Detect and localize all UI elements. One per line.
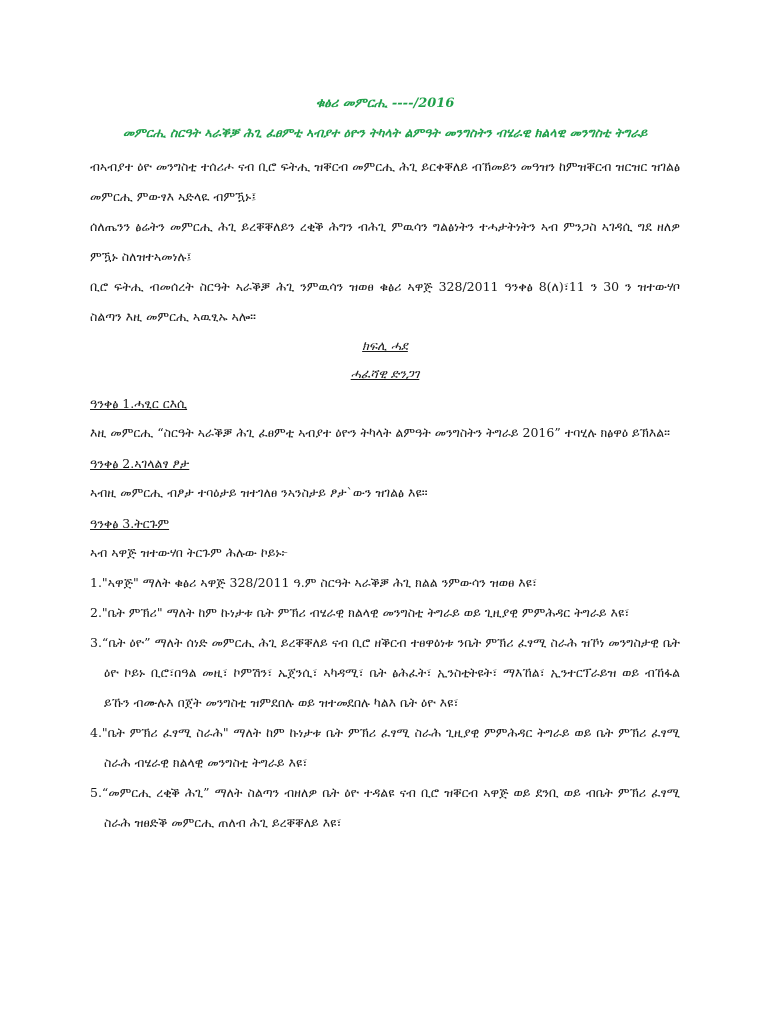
- preamble-paragraph-2: ሰለጤንን ፅሬትን መምርሒ ሕጊ ይረቐቐለይን ረቂቕ ሕግን ብሕጊ ምዉሳን ግልፅነትን ተሓታትነትን ኣብ ምንጋስ ኣገዳሲ ግደ ዘለዎ ምዃኑ ስለዝተኣመነሉ፤: [90, 219, 680, 264]
- part-label: ክፍሊ ሓደ: [362, 338, 408, 353]
- definition-item-3: 3.“ቤት ዕዮ” ማለት ሰነድ መምርሒ ሕጊ ይረቐቐለይ ናብ ቢሮ ዘቕርብ ተፀዋዕነቱ ንቤት ምኽሪ ፈፃሚ ስራሕ ዝኾነ መንግስታዊ ቤት ዕዮ ኮይኑ ቢሮ፣በዓል መዚ፣ ኮምሽን፣ ኤጀንሲ፣ ኣካዳሚ፣ ቤት ፅሕፈት፣ ኢንስቲትዩት፣ ማእኸል፣ ኢንተርፕራይዝ ወይ ብኸፋል ይኹን ብሙሉእ በጀት መንግስቲ ዝምደበሉ ወይ ዝተመደበሉ ካልእ ቤት ዕዮ እዩ፣: [90, 635, 680, 710]
- preamble-paragraph-1: ብኣብያተ ዕዮ መንግስቲ ተሰሪሖ ናብ ቢሮ ፍትሒ ዝቐርብ መምርሒ ሕጊ ይርቀቐለይ ብኽመይን መዓዝን ከምዝቐርብ ዝርዝር ዝገልፅ መምርሒ ምውፃእ ኣድላዪ ብምዃኑ፤: [90, 159, 680, 204]
- definition-item-2: 2."ቤት ምኽሪ" ማለት ከም ኩነታቱ ቤት ምኽሪ ብሄራዊ ክልላዊ መንግስቲ ትግራይ ወይ ጊዚያዊ ምምሕዳር ትግራይ እዩ፣: [90, 605, 630, 620]
- document-title: ቁፅሪ መምርሒ ----/2016: [315, 96, 455, 111]
- document-subtitle: መምርሒ ስርዓት ኣራቕቓ ሕጊ ፈፀምቲ ኣብያተ ዕዮን ትካላት ልምዓት መንግስትን ብሄራዊ ክልላዊ መንግስቲ ትግራይ: [122, 125, 648, 140]
- definition-item-4: 4."ቤት ምኽሪ ፈፃሚ ስራሕ" ማለት ከም ኩነታቱ ቤት ምኽሪ ፈፃሚ ስራሕ ጊዚያዊ ምምሕዳር ትግራይ ወይ ቤት ምኽሪ ፈፃሚ ስራሕ ብሄራዊ ክልላዊ መንግስቲ ትግራይ እዩ፣: [90, 725, 680, 770]
- article-2-body: ኣብዚ መምርሒ ብፆታ ተባዕታይ ዝተገለፀ ንኣንስታይ ፆታ`ውን ዝገልፅ እዩ።: [90, 485, 428, 500]
- article-2-heading: ዓንቀፅ 2.ኣገላልፃ ፆታ: [90, 456, 190, 471]
- part-title: ሓፈሻዊ ድንጋገ: [350, 366, 420, 381]
- article-1-heading: ዓንቀፅ 1.ሓፂር ርእሲ: [90, 396, 188, 411]
- preamble-paragraph-3: ቢሮ ፍትሒ ብመሰረት ስርዓት ኣራቕቓ ሕጊ ንምዉሳን ዝወፀ ቁፅሪ ኣዋጅ 328/2011 ዓንቀፅ 8(ለ)፣11 ን 30 ን ዝተውሃቦ ስልጣን እዚ መምርሒ ኣዉፂኡ ኣሎ።: [90, 279, 680, 324]
- article-3-heading: ዓንቀፅ 3.ትርጉም: [90, 516, 170, 531]
- article-1-body: እዚ መምርሒ “ስርዓት ኣራቕቓ ሕጊ ፈፀምቲ ኣብያተ ዕዮን ትካላት ልምዓት መንግስትን ትግራይ 2016” ተባሂሉ ክፅዋዕ ይኽእል።: [90, 425, 671, 440]
- article-3-body: ኣብ ኣዋጅ ዝተውሃበ ትርጉም ሕሉው ኮይኑ፦: [90, 545, 289, 560]
- definition-item-5: 5.“መምርሒ ረቂቕ ሕጊ” ማለት ስልጣን ብዘለዎ ቤት ዕዮ ተዳልዩ ናብ ቢሮ ዝቐርብ ኣዋጅ ወይ ደንቢ ወይ ብቤት ምኽሪ ፈፃሚ ስራሕ ዝፀድቕ መምርሒ ጠለብ ሕጊ ይረቐቐለይ እዩ፣: [90, 785, 680, 830]
- definition-item-1: 1."ኣዋጅ" ማለት ቁፅሪ ኣዋጅ 328/2011 ዓ.ም ስርዓት ኣራቕቓ ሕጊ ክልል ንምውሳን ዝወፀ እዩ፣: [90, 575, 538, 590]
